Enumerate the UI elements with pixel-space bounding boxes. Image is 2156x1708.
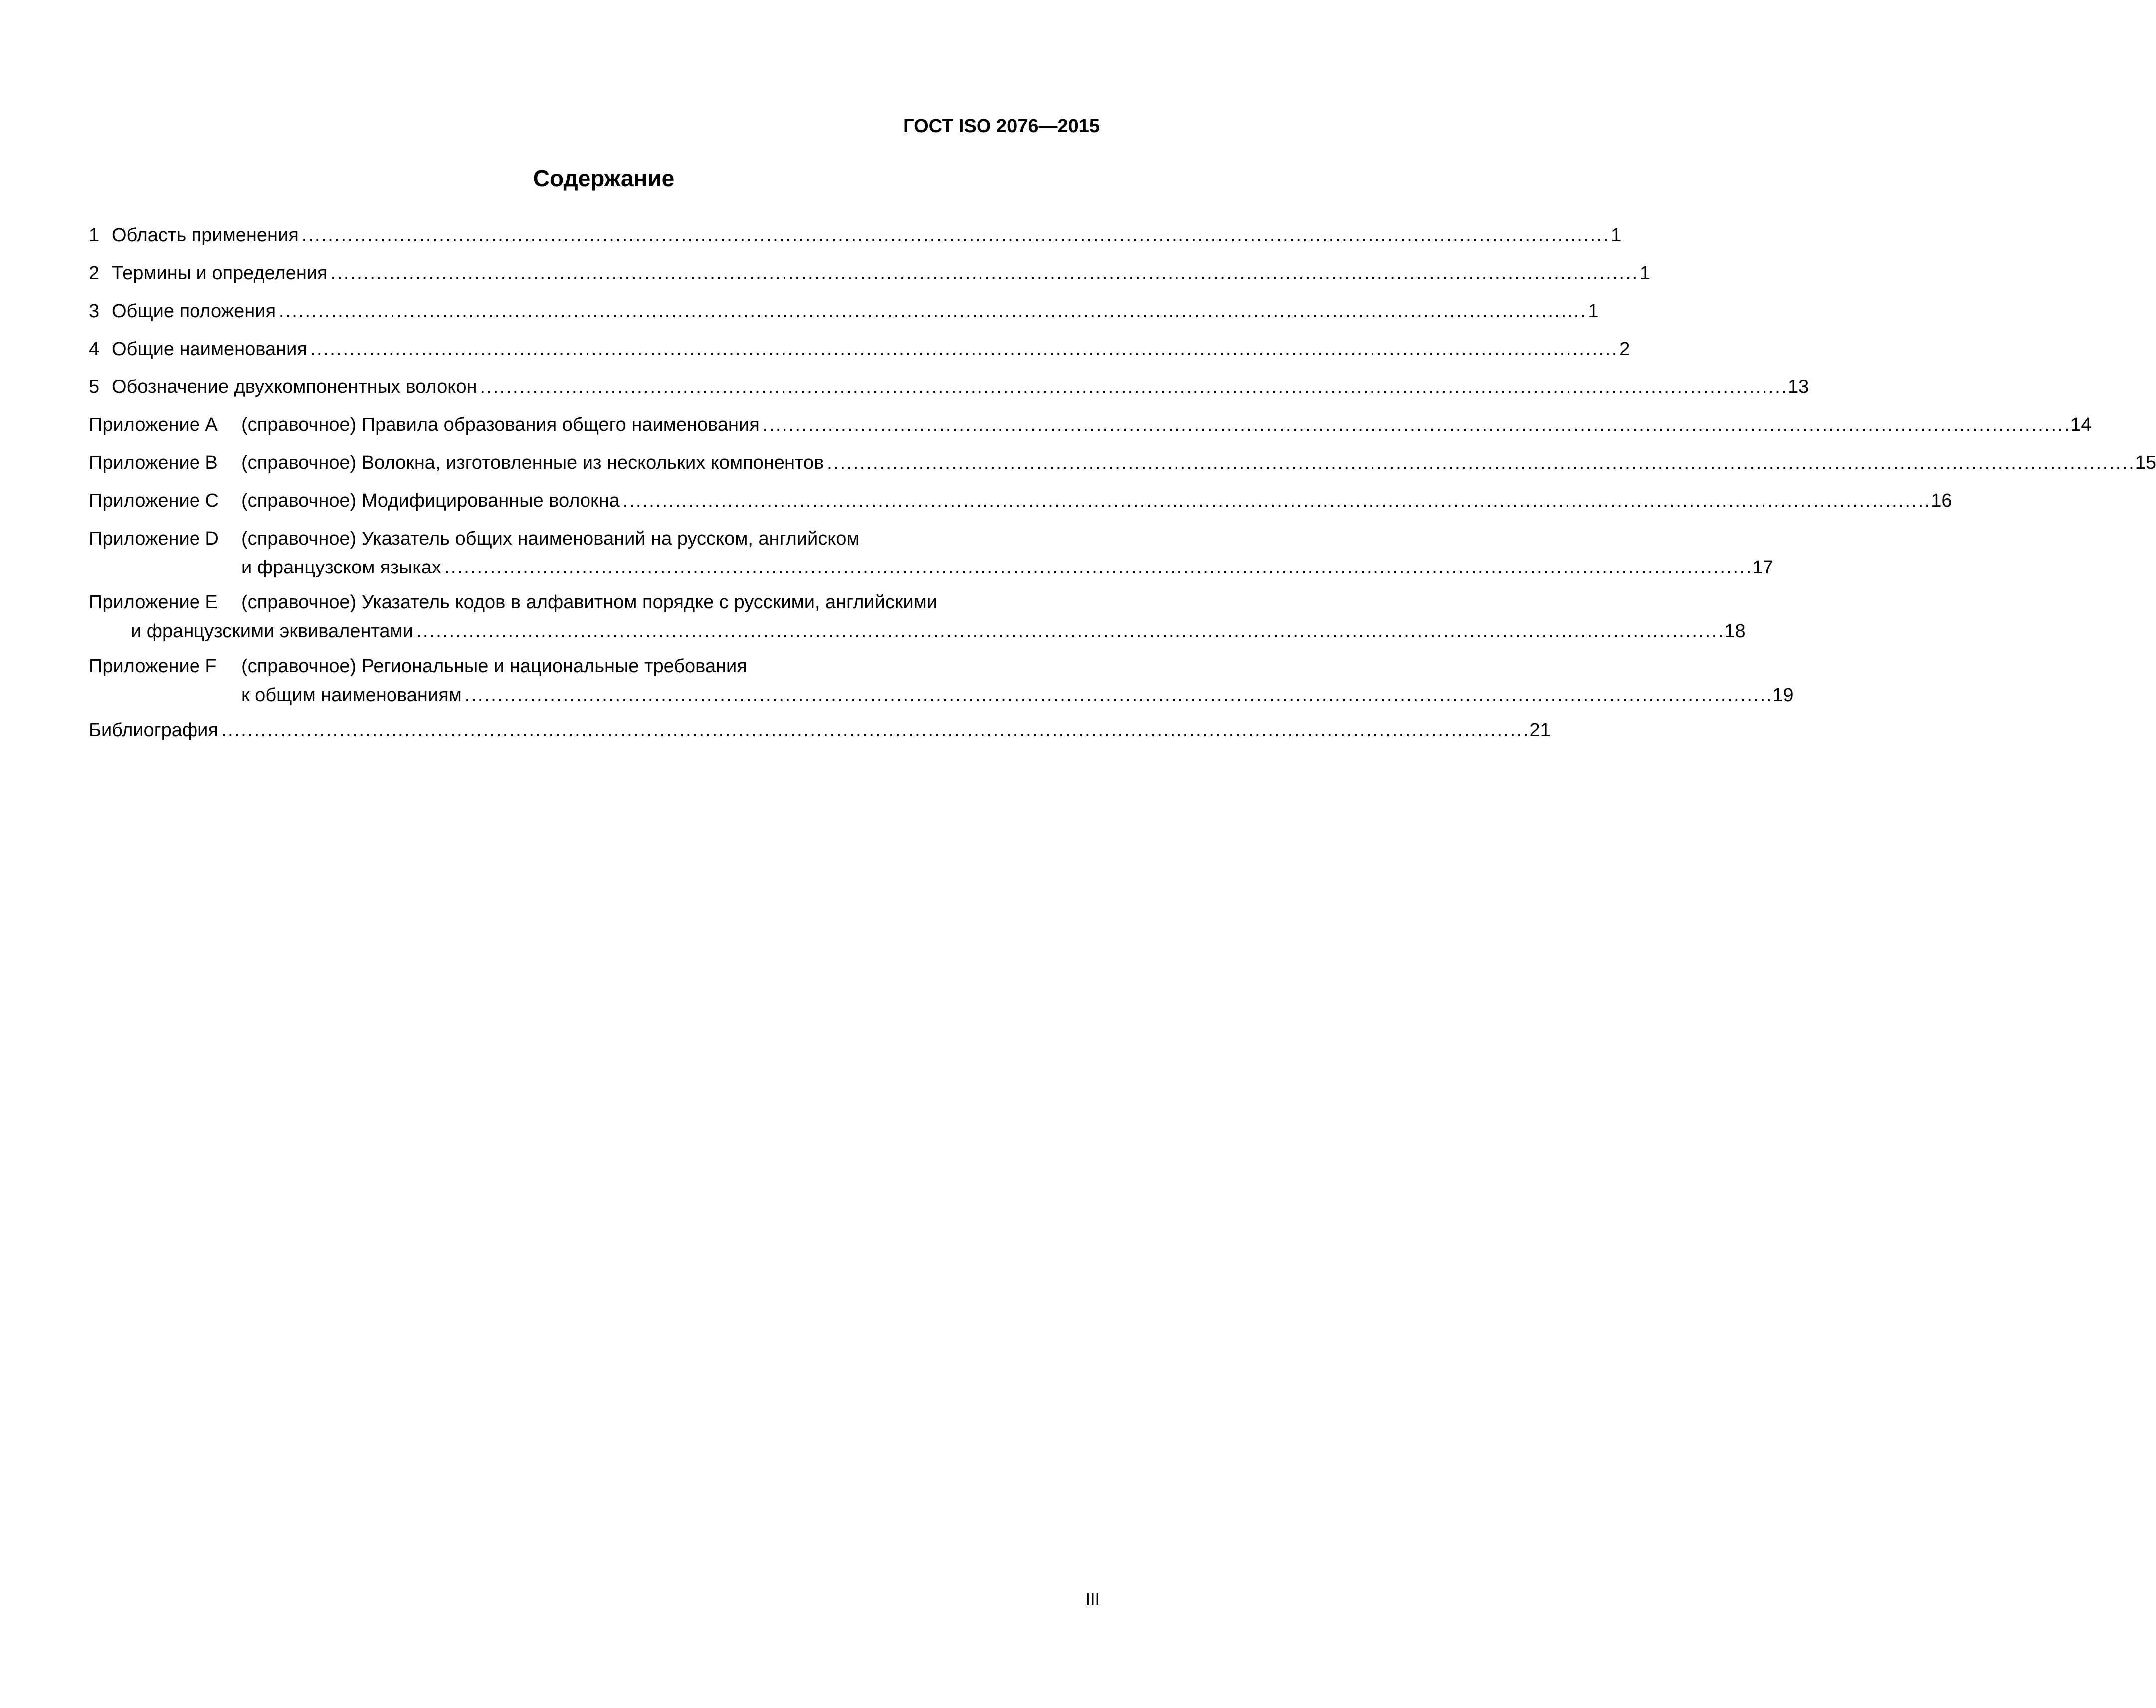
toc-section-title: Общие наименования: [112, 339, 307, 360]
toc-page-number: 21: [1529, 720, 1551, 741]
toc-annex-label: Приложение E: [89, 592, 218, 613]
toc-annex-title: (справочное) Волокна, изготовленные из нескольких компонентов: [241, 452, 824, 473]
toc-section-number: 5: [89, 377, 100, 397]
toc-section-title: Область применения: [112, 225, 299, 246]
toc-section-title: Термины и определения: [112, 263, 328, 284]
toc-entry-section-2[interactable]: [89, 254, 1651, 292]
toc-annex-label: Приложение В: [89, 452, 218, 473]
toc-page-number: 18: [1724, 621, 1746, 642]
dot-leader: [416, 615, 1722, 647]
dot-leader: [480, 368, 1785, 406]
toc-entry-section-4[interactable]: [89, 330, 1630, 368]
toc-annex-title: (справочное) Модифицированные волокна: [241, 490, 620, 511]
toc-annex-label: Приложение F: [89, 656, 217, 677]
toc-entry-section-1[interactable]: [89, 216, 1622, 254]
toc-section-number: 3: [89, 301, 100, 322]
toc-page-number: 17: [1752, 557, 1773, 578]
toc-page-number: 13: [1787, 377, 1809, 397]
toc-annex-label: Приложение D: [89, 528, 219, 549]
table-of-contents: [89, 216, 2156, 749]
dot-leader: [221, 711, 1527, 749]
document-designation: ГОСТ ISO 2076—2015: [903, 116, 1100, 137]
toc-page-number: 2: [1619, 339, 1630, 360]
toc-annex-title: (справочное) Правила образования общего наименования: [241, 414, 760, 435]
toc-page-number: 14: [2070, 414, 2092, 435]
toc-entry-section-5[interactable]: [89, 368, 1809, 406]
toc-page-number: 1: [1639, 263, 1651, 284]
toc-section-number: 4: [89, 339, 100, 360]
toc-bibliography-title: Библиография: [89, 720, 218, 741]
toc-annex-title-continuation: и французском языках: [241, 557, 441, 578]
dot-leader: [623, 482, 1928, 520]
dot-leader: [763, 406, 2068, 444]
dot-leader: [465, 679, 1770, 711]
toc-entry-annex-b[interactable]: [89, 444, 2156, 482]
page-number: III: [1085, 1590, 1100, 1609]
dot-leader: [310, 330, 1615, 368]
toc-section-number: 2: [89, 263, 100, 284]
dot-leader: [302, 216, 1607, 254]
toc-entry-annex-f[interactable]: [89, 647, 1794, 711]
page-title: Содержание: [533, 165, 675, 191]
toc-section-number: 1: [89, 225, 100, 246]
toc-annex-title-continuation: и французскими эквивалентами: [131, 621, 413, 642]
toc-entry-bibliography[interactable]: [89, 711, 1551, 749]
toc-section-title: Общие положения: [112, 301, 276, 322]
toc-entry-annex-a[interactable]: [89, 406, 2092, 444]
toc-entry-section-3[interactable]: [89, 292, 1599, 330]
toc-entry-annex-d[interactable]: [89, 520, 1773, 583]
toc-annex-label: Приложение С: [89, 490, 219, 511]
toc-page-number: 15: [2135, 452, 2156, 473]
toc-annex-title: (справочное) Региональные и национальные требования: [241, 656, 747, 677]
toc-page-number: 16: [1931, 490, 1952, 511]
dot-leader: [331, 254, 1636, 292]
dot-leader: [827, 444, 2132, 482]
toc-annex-title: (справочное) Указатель кодов в алфавитном порядке с русскими, английскими: [241, 592, 938, 613]
toc-entry-annex-c[interactable]: [89, 482, 1952, 520]
toc-annex-label: Приложение А: [89, 414, 218, 435]
toc-entry-annex-e[interactable]: [89, 583, 1746, 647]
toc-annex-title-continuation: к общим наименованиям: [241, 685, 462, 706]
dot-leader: [444, 552, 1750, 583]
toc-page-number: 1: [1588, 301, 1599, 322]
dot-leader: [279, 292, 1584, 330]
toc-annex-title: (справочное) Указатель общих наименований на русском, английском: [241, 528, 860, 549]
toc-page-number: 1: [1611, 225, 1622, 246]
toc-section-title: Обозначение двухкомпонентных волокон: [112, 377, 477, 397]
toc-page-number: 19: [1772, 685, 1794, 706]
